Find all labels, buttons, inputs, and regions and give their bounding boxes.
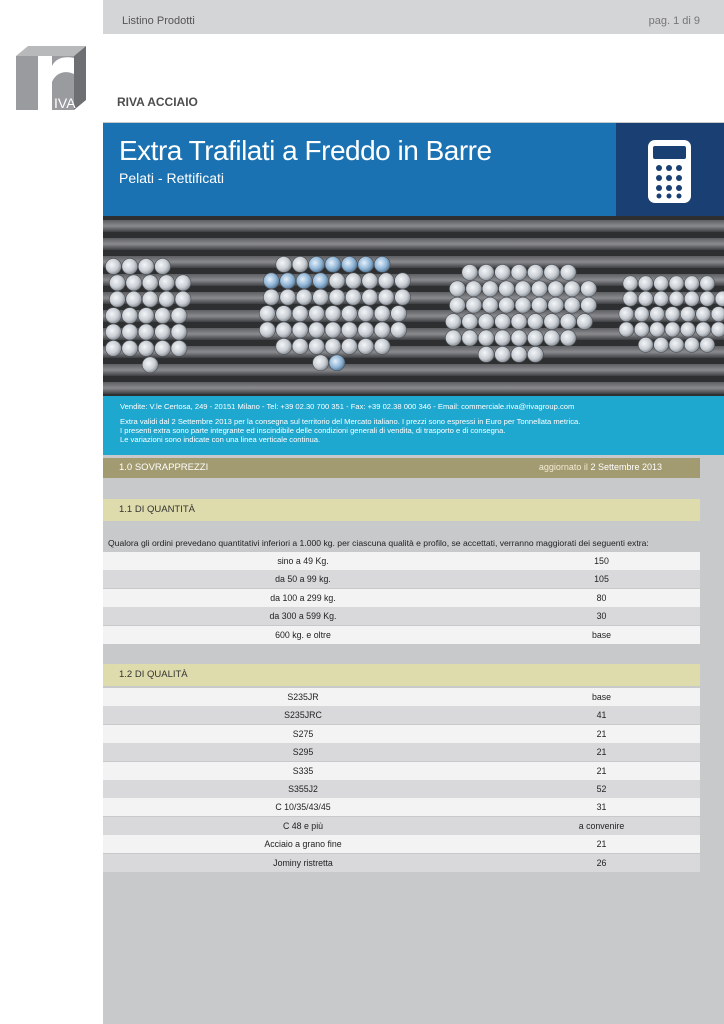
table-row bbox=[103, 854, 700, 872]
table-row bbox=[103, 780, 700, 798]
title-banner bbox=[103, 123, 616, 216]
quantity-value-cell: 30 bbox=[596, 611, 607, 622]
validity-line: Extra validi dal 2 Settembre 2013 per la consegna sul territorio del Mercato italiano. I prezzi sono espressi in Euro per Tonnellata metrica. bbox=[120, 417, 581, 426]
quality-value-cell: 21 bbox=[596, 765, 607, 776]
quantity-label-cell: 600 kg. e oltre bbox=[275, 629, 331, 640]
table-row bbox=[103, 762, 700, 780]
table-row bbox=[103, 589, 700, 607]
header-title: Listino Prodotti bbox=[122, 15, 195, 27]
quality-label-cell: C 10/35/43/45 bbox=[275, 802, 331, 813]
quality-value-cell: 21 bbox=[596, 747, 607, 758]
quality-value-cell: 41 bbox=[596, 710, 607, 721]
quality-label-cell: S295 bbox=[292, 747, 314, 758]
calculator-icon-box bbox=[616, 123, 724, 216]
quality-value-cell: 31 bbox=[596, 802, 607, 813]
quality-label-cell: S235JRC bbox=[284, 710, 322, 721]
quantity-subsection-header bbox=[103, 499, 700, 521]
quantity-title: 1.1 DI QUANTITÀ bbox=[119, 504, 196, 515]
quality-label-cell: Jominy ristretta bbox=[273, 857, 333, 868]
quantity-label-cell: da 100 a 299 kg. bbox=[270, 592, 336, 603]
table-row bbox=[103, 743, 700, 761]
table-row bbox=[103, 798, 700, 816]
quality-subsection-header bbox=[103, 664, 700, 686]
quantity-value-cell: 80 bbox=[596, 592, 607, 603]
quality-label-cell: C 48 e più bbox=[282, 820, 324, 831]
quality-title: 1.2 DI QUALITÀ bbox=[119, 669, 188, 680]
section-updated bbox=[539, 462, 662, 472]
changes-line: Le variazioni sono indicate con una linea verticale continua. bbox=[120, 435, 321, 444]
quality-value-cell: 26 bbox=[596, 857, 607, 868]
contact-line: Vendite: V.le Certosa, 249 - 20151 Milano - Tel: +39 02.30 700 351 - Fax: +39 02.38 000 346 - Email: commerciale.riva@rivagroup.com bbox=[120, 402, 575, 411]
header-bar bbox=[103, 0, 724, 34]
page-indicator: pag. 1 di 9 bbox=[648, 15, 700, 27]
quantity-description: Qualora gli ordini prevedano quantitativi inferiori a 1.000 kg. per ciascuna qualità e profilo, se accettati, verranno maggiorati dei seguenti extra: bbox=[108, 538, 649, 548]
quantity-value-cell: 150 bbox=[594, 556, 609, 566]
updated-date: 2 Settembre 2013 bbox=[590, 462, 662, 472]
table-row bbox=[103, 725, 700, 743]
info-block bbox=[103, 396, 724, 455]
table-row bbox=[103, 688, 700, 706]
quality-label-cell: Acciaio a grano fine bbox=[264, 839, 342, 850]
quality-value-cell: base bbox=[591, 692, 612, 702]
quantity-label-cell: sino a 49 Kg. bbox=[277, 556, 329, 566]
quality-label-cell: S355J2 bbox=[288, 784, 318, 794]
table-row bbox=[103, 626, 700, 644]
riva-logo bbox=[16, 44, 90, 112]
section-title: 1.0 SOVRAPPREZZI bbox=[119, 462, 209, 473]
quality-value-cell: 21 bbox=[596, 728, 607, 739]
quantity-value-cell: 105 bbox=[594, 574, 609, 585]
table-row bbox=[103, 570, 700, 588]
table-row bbox=[103, 817, 700, 835]
svg-text:IVA: IVA bbox=[54, 95, 76, 111]
section-header bbox=[103, 458, 700, 478]
company-name: RIVA ACCIAIO bbox=[117, 95, 198, 109]
steel-bars-photo bbox=[103, 216, 724, 396]
quality-label-cell: S335 bbox=[292, 765, 314, 776]
quantity-label-cell: da 300 a 599 Kg. bbox=[269, 611, 337, 622]
quantity-label-cell: da 50 a 99 kg. bbox=[275, 574, 331, 585]
quality-label-cell: S235JR bbox=[287, 692, 319, 702]
page-subtitle: Pelati - Rettificati bbox=[119, 170, 225, 186]
updated-label: aggiornato il bbox=[538, 462, 588, 472]
quality-label-cell: S275 bbox=[292, 728, 314, 739]
quality-value-cell: 52 bbox=[596, 784, 607, 794]
table-row bbox=[103, 552, 700, 570]
quantity-value-cell: base bbox=[591, 629, 612, 640]
conditions-line: I presenti extra sono parte integrante ed inscindibile delle condizioni generali di vendita, di trasporto e di consegna. bbox=[120, 426, 506, 435]
calculator-icon bbox=[616, 123, 724, 216]
table-row bbox=[103, 706, 700, 724]
table-row bbox=[103, 835, 700, 853]
table-row bbox=[103, 607, 700, 625]
quality-value-cell: a convenire bbox=[578, 820, 625, 831]
page-title: Extra Trafilati a Freddo in Barre bbox=[119, 135, 492, 166]
quality-value-cell: 21 bbox=[596, 839, 607, 850]
